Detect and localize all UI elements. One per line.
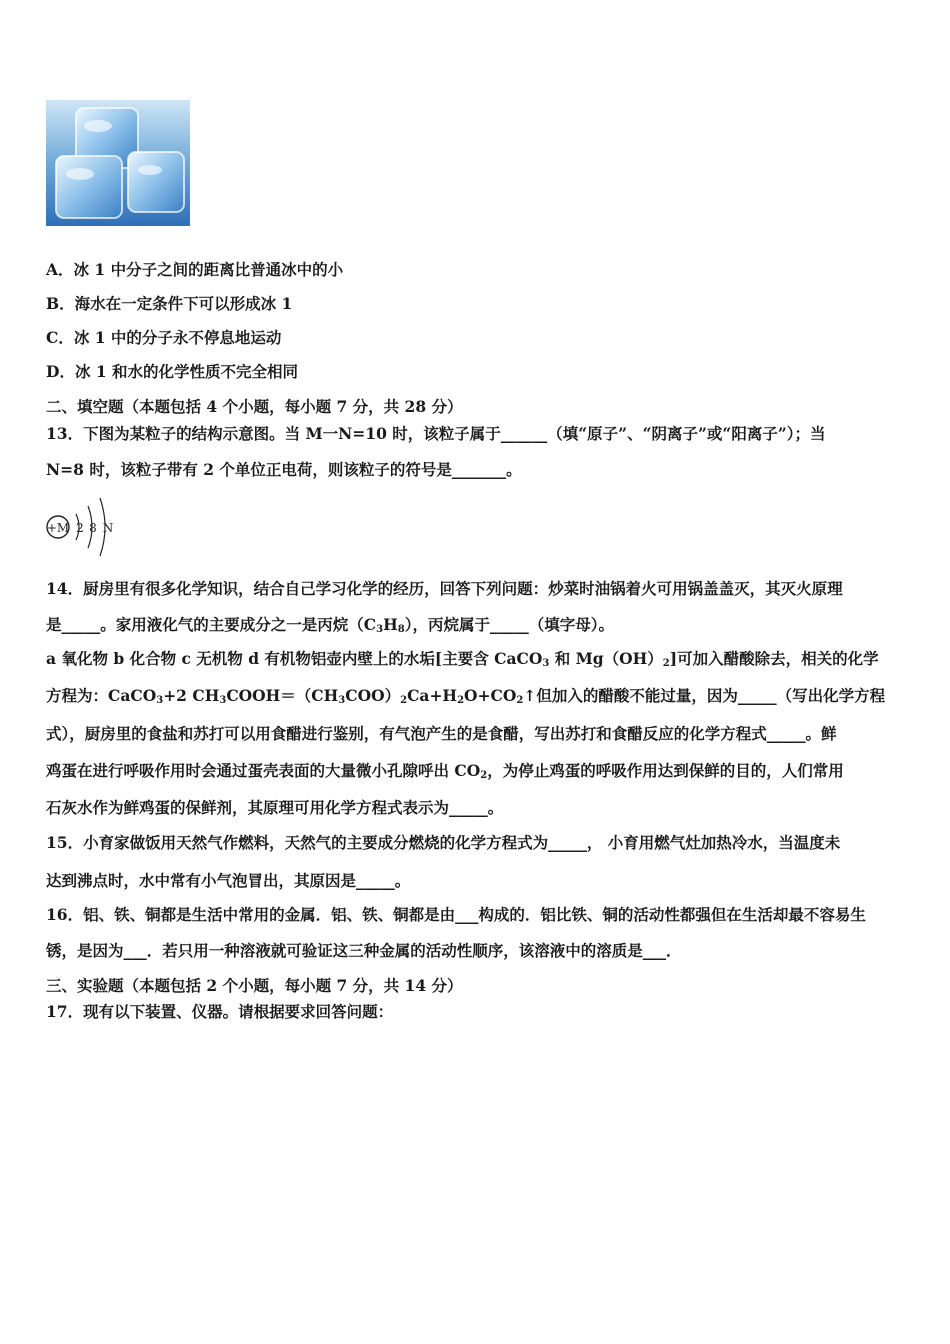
q14-line-7: 石灰水作为鲜鸡蛋的保鲜剂，其原理可用化学方程式表示为_____。 [46,798,504,817]
option-a: A．冰 1 中分子之间的距离比普通冰中的小 [46,260,344,279]
shell-1-count: 2 [76,521,84,535]
q13-line-1: 13．下图为某粒子的结构示意图。当 M一N=10 时，该粒子属于______（填“原子”、“阴离子”或“阳离子”）；当 [46,424,826,443]
q16-line-1: 16．铝、铁、铜都是生活中常用的金属．铝、铁、铜都是由___构成的．铝比铁、铜的活动性都强但在生活却最不容易生 [46,905,866,924]
q14-line-2: 是_____。家用液化气的主要成分之一是丙烷$(C_3H_8)$，丙烷属于_____（填字母）。 [46,615,614,635]
q15-line-1: 15．小育家做饭用天然气作燃料，天然气的主要成分燃烧的化学方程式为_____， 小育用燃气灶加热冷水，当温度未 [46,833,841,852]
section-2-heading: 二、填空题（本题包括 4 个小题，每小题 7 分，共 28 分） [46,397,463,416]
q14-line-4: 方程为：CaCO$_3$+2 $CH_3COOH=(CH_3COO)_2Ca+H_2O+CO_2↑$但加入的醋酸不能过量，因为_____（写出化学方程 [46,686,886,706]
section-3-heading: 三、实验题（本题包括 2 个小题，每小题 7 分，共 14 分） [46,976,463,995]
q16-line-2: 锈，是因为___．若只用一种溶液就可验证这三种金属的活动性顺序，该溶液中的溶质是___． [46,941,682,960]
q14-line-3: a 氧化物 b 化合物 c 无机物 d 有机物铝壶内壁上的水垢[主要含 CaCO$_3$ 和 $Mg(OH)_2$]可加入醋酸除去，相关的化学 [46,649,879,669]
q14-line-5: 式），厨房里的食盐和苏打可以用食醋进行鉴别，有气泡产生的是食醋，写出苏打和食醋反应的化学方程式_____。鲜 [46,724,837,743]
nucleus-label: +M [46,521,70,535]
q13-line-2: N=8 时，该粒子带有 2 个单位正电荷，则该粒子的符号是_______。 [46,460,522,479]
shell-3-count: N [102,521,114,535]
q15-line-2: 达到沸点时，水中常有小气泡冒出，其原因是_____。 [46,871,411,890]
atomic-structure-diagram [44,494,124,560]
q17-line-1: 17．现有以下装置、仪器。请根据要求回答问题： [46,1002,394,1021]
option-d: D．冰 1 和水的化学性质不完全相同 [46,362,299,381]
option-b: B．海水在一定条件下可以形成冰 1 [46,294,293,313]
q14-line-1: 14．厨房里有很多化学知识，结合自己学习化学的经历，回答下列问题：炒菜时油锅着火可用锅盖盖灭，其灭火原理 [46,579,843,598]
shell-2-count: 8 [89,521,97,535]
q14-line-6: 鸡蛋在进行呼吸作用时会通过蛋壳表面的大量微小孔隙呼出 $CO_2$，为停止鸡蛋的呼吸作用达到保鲜的目的，人们常用 [46,761,844,781]
ice-cubes-photo [46,100,190,226]
option-c: C．冰 1 中的分子永不停息地运动 [46,328,282,347]
